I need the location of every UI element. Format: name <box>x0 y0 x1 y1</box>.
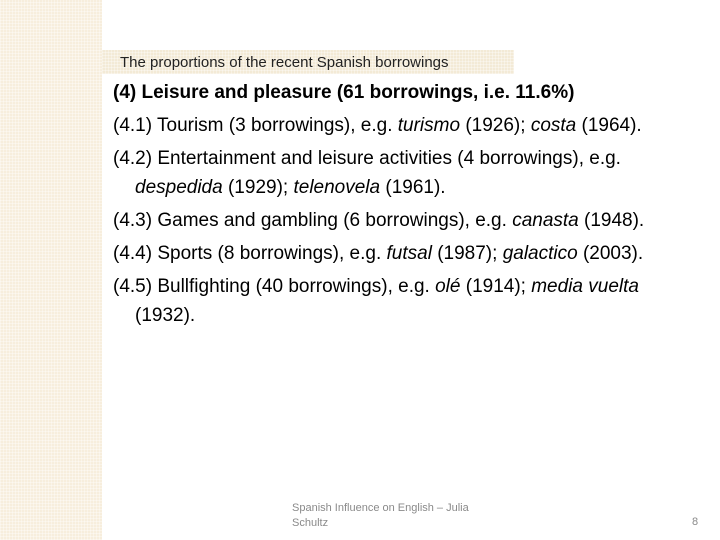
list-item <box>113 206 668 235</box>
example-year: (1929); <box>222 177 294 198</box>
slide-footer: Spanish Influence on English – Julia Schultz <box>292 502 469 529</box>
example-word: canasta <box>512 210 579 231</box>
list-item <box>113 144 668 202</box>
example-word: turismo <box>397 115 461 136</box>
item-label: (4.1) Tourism (3 borrowings), e.g. <box>113 115 398 136</box>
slide-body <box>113 78 668 334</box>
section-heading: (4) Leisure and pleasure (61 borrowings, i.e. 11.6%) <box>113 82 575 103</box>
example-word: futsal <box>386 243 432 264</box>
example-year: (1932). <box>135 305 196 326</box>
slide-title: The proportions of the recent Spanish borrowings <box>120 54 449 71</box>
example-word: despedida <box>135 177 223 198</box>
item-label: (4.2) Entertainment and leisure activities (4 borrowings), e.g. <box>113 148 621 169</box>
example-word: galactico <box>502 243 578 264</box>
example-word: costa <box>530 115 577 136</box>
example-word: media vuelta <box>531 276 639 297</box>
list-item <box>113 272 668 330</box>
example-year: (1926); <box>460 115 531 136</box>
item-label: (4.4) Sports (8 borrowings), e.g. <box>113 243 387 264</box>
page-number: 8 <box>692 516 699 528</box>
example-word: olé <box>435 276 461 297</box>
decorative-side-band <box>0 0 102 540</box>
item-label: (4.3) Games and gambling (6 borrowings), e.g. <box>113 210 513 231</box>
example-year: (1964). <box>576 115 642 136</box>
example-year: (1987); <box>431 243 503 264</box>
example-year: (1961). <box>380 177 446 198</box>
example-year: (1948). <box>578 210 645 231</box>
example-year: (1914); <box>460 276 532 297</box>
example-word: telenovela <box>293 177 381 198</box>
list-item <box>113 111 668 140</box>
example-year: (2003). <box>577 243 644 264</box>
item-label: (4.5) Bullfighting (40 borrowings), e.g. <box>113 276 436 297</box>
list-item <box>113 239 668 268</box>
